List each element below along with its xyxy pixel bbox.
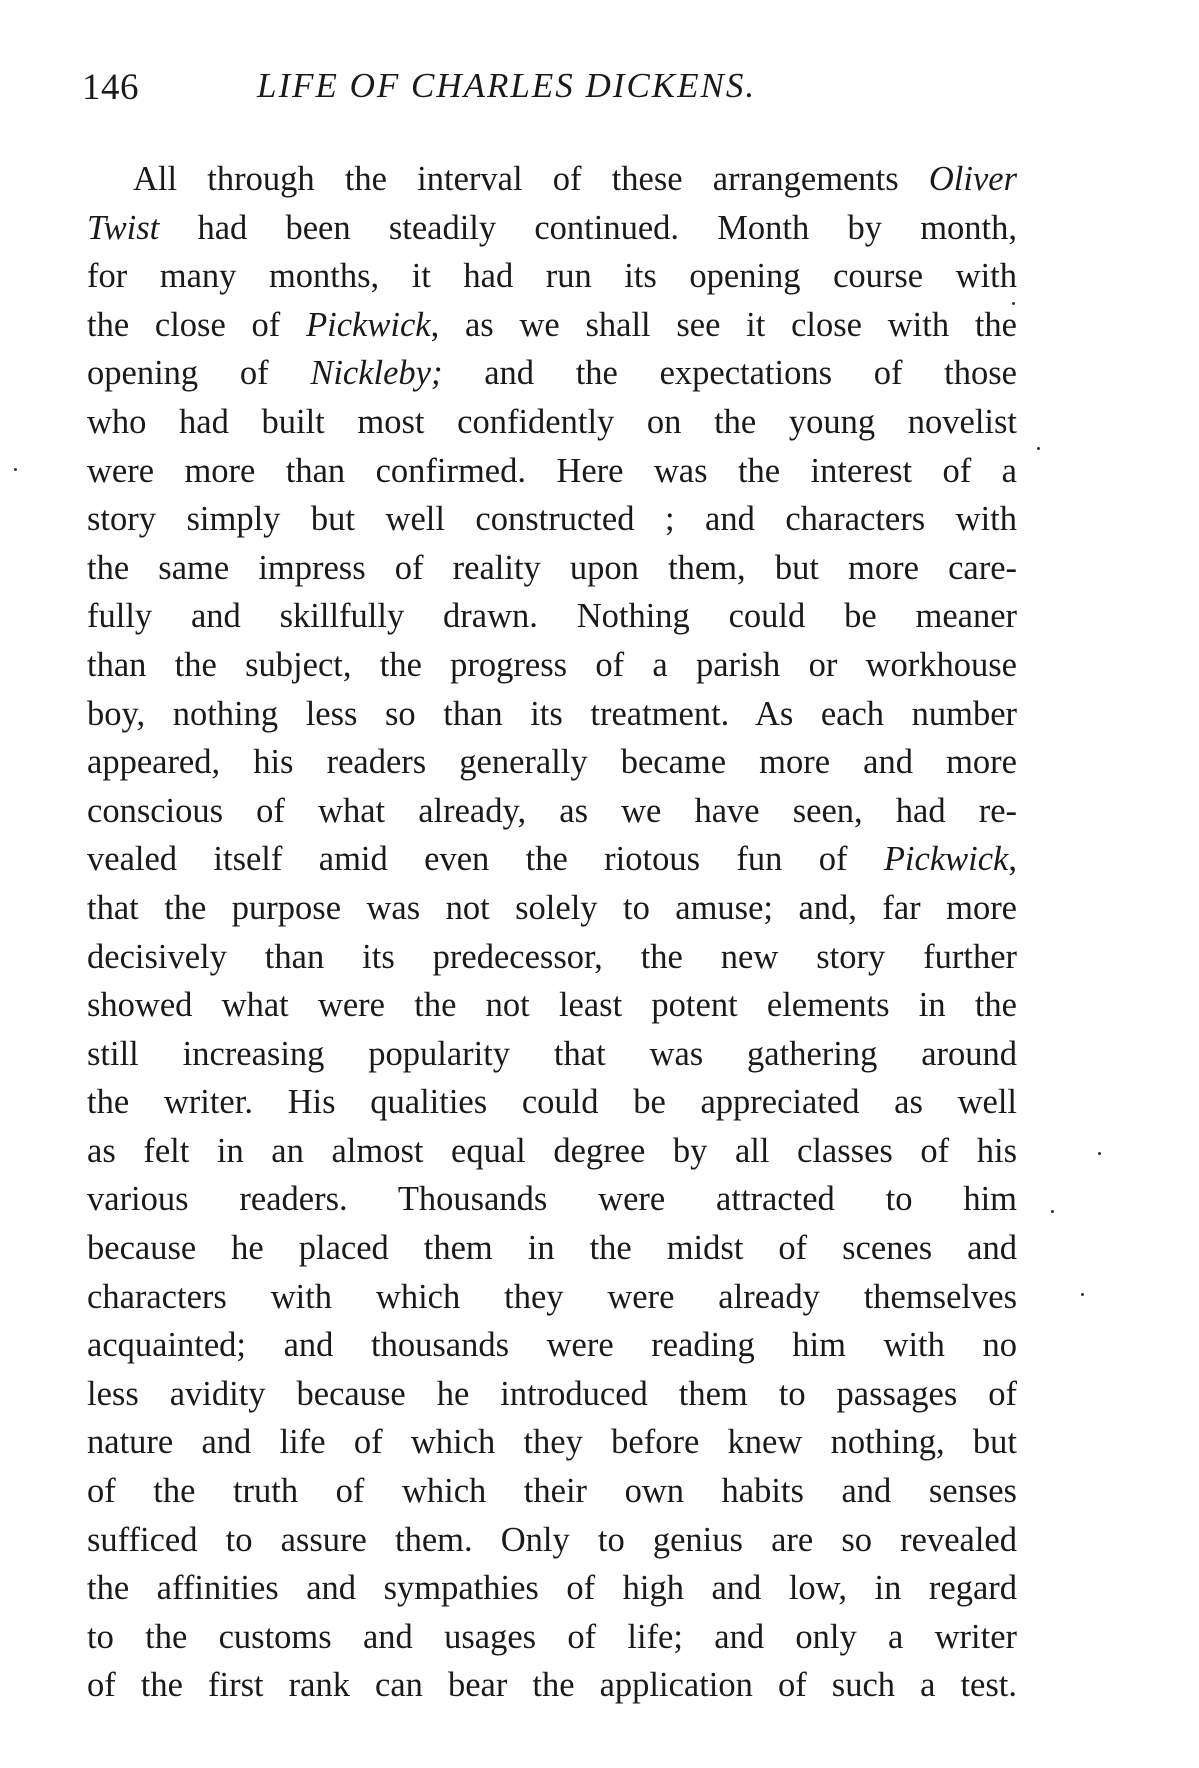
text-line <box>87 398 1017 447</box>
italic-title-text: Nickleby; <box>310 354 443 393</box>
italic-title-text: Pickwick <box>306 305 431 344</box>
print-speck <box>1098 1152 1101 1155</box>
line-text: boy, nothing less so than its treatment. As each number <box>87 694 1017 733</box>
page-header <box>82 66 1042 122</box>
line-text: still increasing popularity that was gathering around <box>87 1034 1017 1073</box>
line-text: characters with which they were already themselves <box>87 1277 1017 1316</box>
text-line <box>87 787 1017 836</box>
text-line <box>87 1127 1017 1176</box>
italic-title-text: Twist <box>87 208 160 247</box>
text-line <box>87 447 1017 496</box>
italic-title-text: Oliver <box>928 160 1017 198</box>
line-text: , <box>1008 840 1017 879</box>
line-text: , as we shall see it close with the <box>430 305 1017 344</box>
text-line <box>87 1175 1017 1224</box>
text-line <box>87 495 1017 544</box>
print-speck <box>1037 447 1040 450</box>
line-text: story simply but well constructed ; and characters with <box>87 500 1017 539</box>
text-line <box>87 1613 1017 1662</box>
text-line <box>87 1078 1017 1127</box>
text-line <box>87 1564 1017 1613</box>
text-line <box>87 592 1017 641</box>
print-speck <box>1081 1293 1084 1296</box>
text-line <box>87 349 1017 398</box>
line-text: the close of <box>87 305 307 344</box>
text-line <box>87 252 1017 301</box>
text-line <box>87 544 1017 593</box>
line-text: and the expectations of those <box>442 354 1017 393</box>
line-text: than the subject, the progress of a parish or workhouse <box>87 645 1017 684</box>
line-text: fully and skillfully drawn. Nothing could be meaner <box>87 597 1017 636</box>
line-text: sufficed to assure them. Only to genius are so revealed <box>87 1520 1017 1559</box>
line-text: showed what were the not least potent elements in the <box>87 986 1017 1025</box>
text-line <box>87 301 1017 350</box>
text-line <box>87 1273 1017 1322</box>
text-line <box>87 981 1017 1030</box>
print-speck <box>14 468 17 471</box>
print-speck <box>1012 302 1015 305</box>
line-text: to the customs and usages of life; and only a writer <box>87 1617 1017 1656</box>
line-text: were more than confirmed. Here was the interest of a <box>87 451 1017 490</box>
text-line <box>87 933 1017 982</box>
line-text: of the first rank can bear the application of such a test. <box>87 1666 1017 1705</box>
line-text: conscious of what already, as we have seen, had re- <box>87 791 1017 830</box>
line-text: opening of <box>87 354 311 393</box>
text-line <box>87 641 1017 690</box>
line-text: All through the interval of these arrangements <box>133 160 929 198</box>
page-number: 146 <box>82 67 139 108</box>
line-text: that the purpose was not solely to amuse; and, far more <box>87 888 1017 927</box>
text-line <box>87 1467 1017 1516</box>
line-text: who had built most confidently on the young novelist <box>87 402 1017 441</box>
line-text: appeared, his readers generally became more and more <box>87 743 1017 782</box>
text-line <box>87 204 1017 253</box>
text-line <box>87 1661 1017 1710</box>
text-line <box>87 1516 1017 1565</box>
body-paragraph <box>87 155 1017 1710</box>
line-text: the affinities and sympathies of high and low, in regard <box>87 1569 1017 1608</box>
text-line <box>87 1370 1017 1419</box>
line-text: acquainted; and thousands were reading him with no <box>87 1326 1017 1365</box>
line-text: had been steadily continued. Month by month, <box>159 208 1017 247</box>
print-speck <box>1051 1210 1054 1213</box>
line-text: as felt in an almost equal degree by all classes of his <box>87 1131 1017 1170</box>
text-line <box>87 1030 1017 1079</box>
line-text: various readers. Thousands were attracted to him <box>87 1180 1017 1219</box>
text-line <box>87 690 1017 739</box>
text-line <box>87 1321 1017 1370</box>
text-line <box>87 1418 1017 1467</box>
italic-title-text: Pickwick <box>883 840 1009 879</box>
text-line <box>87 738 1017 787</box>
text-line <box>87 155 1017 204</box>
text-line <box>87 884 1017 933</box>
text-line <box>87 835 1017 884</box>
line-text: decisively than its predecessor, the new story further <box>87 937 1017 976</box>
line-text: less avidity because he introduced them to passages of <box>87 1374 1017 1413</box>
line-text: of the truth of which their own habits and senses <box>87 1472 1017 1511</box>
running-title: LIFE OF CHARLES DICKENS. <box>257 66 757 105</box>
line-text: for many months, it had run its opening course with <box>87 257 1017 296</box>
line-text: the writer. His qualities could be appreciated as well <box>87 1083 1017 1122</box>
line-text: nature and life of which they before knew nothing, but <box>87 1423 1017 1462</box>
line-text: the same impress of reality upon them, but more care- <box>87 548 1017 587</box>
text-line <box>87 1224 1017 1273</box>
line-text: because he placed them in the midst of scenes and <box>87 1229 1017 1268</box>
line-text: vealed itself amid even the riotous fun of <box>87 840 884 879</box>
